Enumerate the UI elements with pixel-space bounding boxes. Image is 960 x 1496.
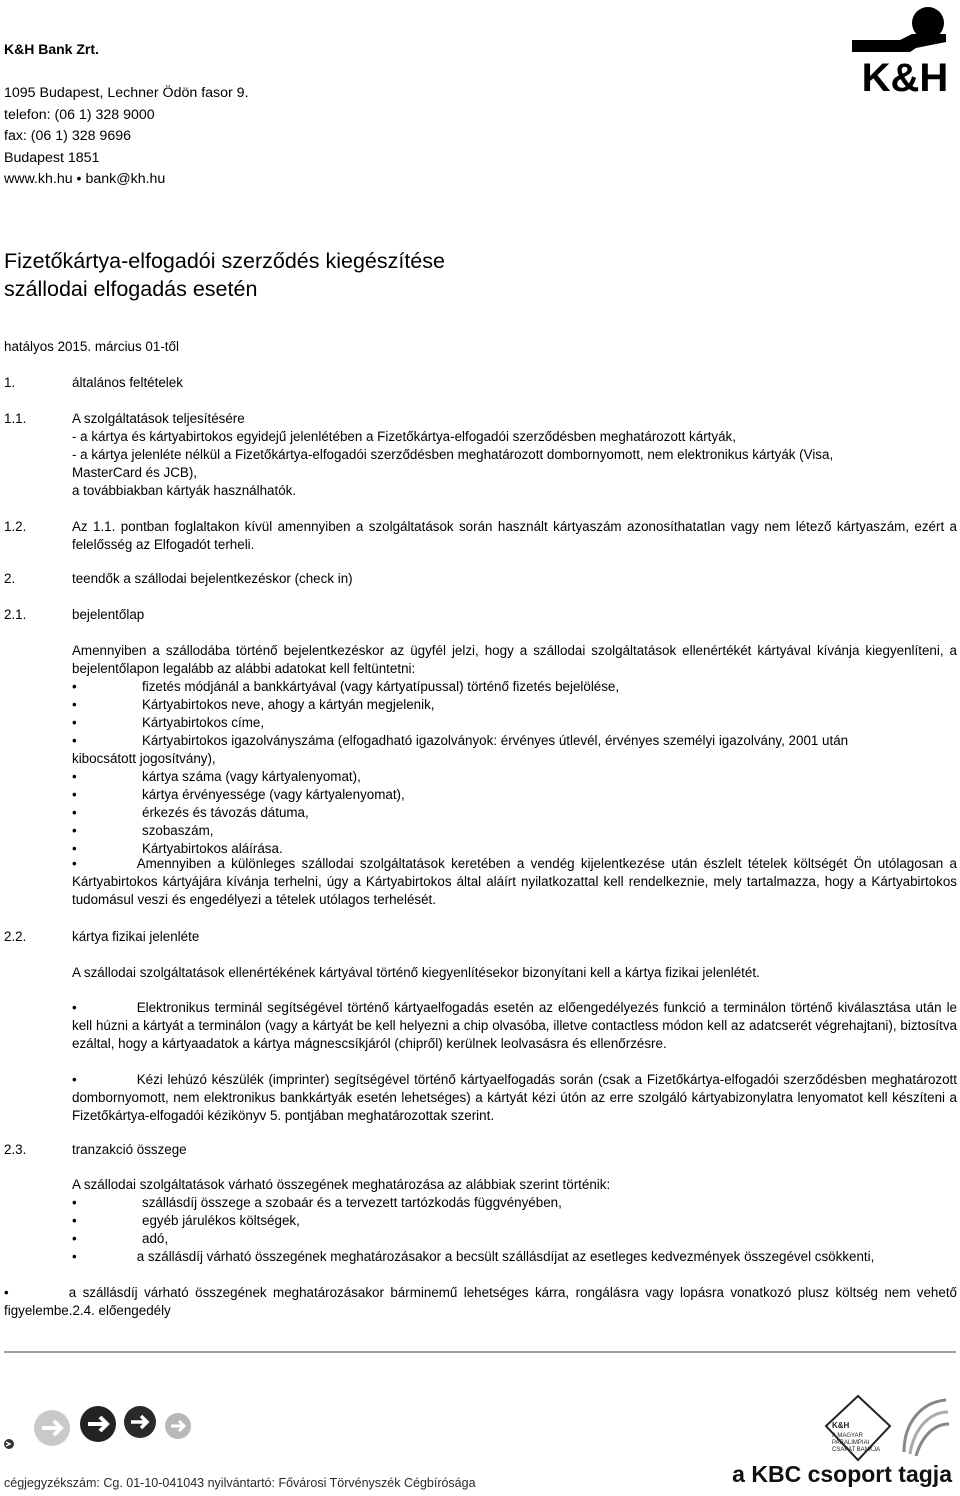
bullet-icon: • xyxy=(72,1213,77,1228)
bullet-icon: • xyxy=(72,679,77,694)
address-postal: Budapest 1851 xyxy=(4,149,100,166)
section-2-2-title: kártya fizikai jelenléte xyxy=(72,929,200,944)
address-street: 1095 Budapest, Lechner Ödön fasor 9. xyxy=(4,85,249,101)
bullet-icon: • xyxy=(72,841,77,856)
document-title-line2: szállodai elfogadás esetén xyxy=(4,277,258,301)
section-2-2-number: 2.2. xyxy=(4,929,27,944)
kbc-group-tagline: a KBC csoport tagja xyxy=(732,1461,952,1487)
bank-name: K&H Bank Zrt. xyxy=(4,41,99,57)
bullet-icon: • xyxy=(72,1195,77,1210)
document-title-line1: Fizetőkártya-elfogadói szerződés kiegészítése xyxy=(4,249,445,273)
bullet-icon: • xyxy=(72,856,77,871)
section-1-number: 1. xyxy=(4,375,16,390)
badge-line: A MAGYAR xyxy=(832,1433,863,1439)
section-2-1-title: bejelentőlap xyxy=(72,607,145,622)
badge-line: CSAPAT BANKJA xyxy=(832,1447,881,1453)
footer-divider xyxy=(4,1351,956,1353)
bullet-icon: • xyxy=(72,823,77,838)
bullet-icon: • xyxy=(72,715,77,730)
section-2-2-intro: A szállodai szolgáltatások ellenértékének kártyával történő kiegyenlítésekor bizonyítani kell a kártya fizikai jelenlétét. xyxy=(72,965,760,980)
section-1-1-line: MasterCard és JCB), xyxy=(72,465,198,480)
badge-line: K&H xyxy=(832,1421,850,1430)
list-item-long: • a szállásdíj várható összegének meghatározásakor bárminemű lehetséges kárra, rongálásra vagy lopásra vonatkozó plusz költség nem vehető figyelembe.2.4. előengedély xyxy=(4,1285,957,1318)
section-2-3-title: tranzakció összege xyxy=(72,1142,187,1157)
section-1-2-text: Az 1.1. pontban foglaltakon kívül amennyiben a szolgáltatások során használt kártyaszám azonosíthatatlan vagy nem létező kártyaszám, ezért a felelősség az Elfogadót terheli. xyxy=(72,519,957,552)
address-fax: fax: (06 1) 328 9696 xyxy=(4,128,131,145)
section-1-1-title: A szolgáltatások teljesítésére xyxy=(72,411,245,426)
section-2-number: 2. xyxy=(4,571,16,586)
section-1-title: általános feltételek xyxy=(72,375,183,390)
bullet-icon: • xyxy=(72,1249,77,1264)
paralympic-badge xyxy=(822,1392,952,1464)
section-1-1-line: a továbbiakban kártyák használhatók. xyxy=(72,483,297,498)
section-2-title: teendők a szállodai bejelentkezéskor (check in) xyxy=(72,571,353,586)
list-item-long: • Kézi lehúzó készülék (imprinter) segítségével történő kártyaelfogadás során (csak a Fizetőkártya-elfogadói szerződésben meghatározott dombornyomott, nem elektronikus bankkártyák esetén lehetséges) a kártyát kézi útón az erre szolgáló kártyabizonylatra lenyomatot kell készíteni a Fizetőkártya-elfogadói kézikönyv 5. pontjában meghatározottak szerint. xyxy=(72,1072,957,1123)
badge-line: PARALIMPIAI xyxy=(832,1440,870,1446)
kh-logo-text: K&H xyxy=(861,56,949,94)
list-item-continuation: kibocsátott jogosítvány), xyxy=(72,751,216,766)
bullet-icon: • xyxy=(72,787,77,802)
bullet-icon: • xyxy=(72,1000,77,1015)
footer-arrows-graphic xyxy=(0,1396,200,1456)
bullet-icon: • xyxy=(72,1231,77,1246)
section-2-3-intro: A szállodai szolgáltatások várható összegének meghatározása az alábbiak szerint történik: xyxy=(72,1177,611,1192)
address-web: www.kh.hu • bank@kh.hu xyxy=(4,171,166,188)
list-item-long: • Amennyiben a különleges szállodai szolgáltatások keretében a vendég kijelentkezése után észlelt tételek költségét Ön utólagosan a Kártyabirtokos kártyájára kívánja terhelni, úgy a Kártyabirtokos által aláírt nyilatkozattal kell rendelkeznie, mely tartalmazza, hogy a Kártyabirtokos tudomásul veszi és engedélyezi a tételek utólagos terhelését. xyxy=(72,856,957,907)
effective-date: hatályos 2015. március 01-től xyxy=(4,339,179,354)
address-block xyxy=(4,83,249,191)
company-registry: cégjegyzékszám: Cg. 01-10-041043 nyilvántartó: Fővárosi Törvényszék Cégbírósága xyxy=(4,1476,476,1490)
bullet-icon: • xyxy=(72,805,77,820)
bullet-icon: • xyxy=(72,1072,77,1087)
section-1-1-line: - a kártya jelenléte nélkül a Fizetőkártya-elfogadói szerződésben meghatározott dombornyomott, nem elektronikus kártyák (Visa, xyxy=(72,447,834,462)
section-1-1-number: 1.1. xyxy=(4,411,27,426)
address-phone: telefon: (06 1) 328 9000 xyxy=(4,106,155,123)
bullet-icon: • xyxy=(72,769,77,784)
bullet-icon: • xyxy=(72,697,77,712)
section-1-1-body xyxy=(72,428,833,500)
section-1-2-number: 1.2. xyxy=(4,519,27,534)
list-item-long: • Elektronikus terminál segítségével történő kártyaelfogadás esetén az előengedélyezés funkció a terminálon történő kiválasztása után le kell húzni a kártyát a terminálon (vagy a kártyát be kell helyezni a chip olvasóba, illetve contactless módon kell az adatcserét végrehajtani), biztosítva ezáltal, hogy a kártyaadatok a kártya mágnescsíkjáról (chipről) kerülnek leolvasásra és ellenőrzésre. xyxy=(72,1000,957,1051)
list-item-long: • a szállásdíj várható összegének meghatározásakor a becsült szállásdíjat az esetleges kedvezmények összegével csökkenti, xyxy=(72,1249,875,1264)
kh-logo xyxy=(850,2,960,94)
bullet-icon: • xyxy=(72,733,77,748)
section-2-1-intro: Amennyiben a szállodába történő bejelentkezéskor az ügyfél jelzi, hogy a szállodai szolgáltatások ellenértékét kártyával kívánja kiegyenlíteni, a bejelentőlapon legalább az alábbi adatokat kell feltüntetni: xyxy=(72,643,957,676)
section-2-3-number: 2.3. xyxy=(4,1142,27,1157)
section-2-1-number: 2.1. xyxy=(4,607,27,622)
section-1-1-line: - a kártya és kártyabirtokos egyidejű jelenlétében a Fizetőkártya-elfogadói szerződésben meghatározott kártyák, xyxy=(72,429,736,444)
bullet-icon: • xyxy=(4,1285,9,1300)
